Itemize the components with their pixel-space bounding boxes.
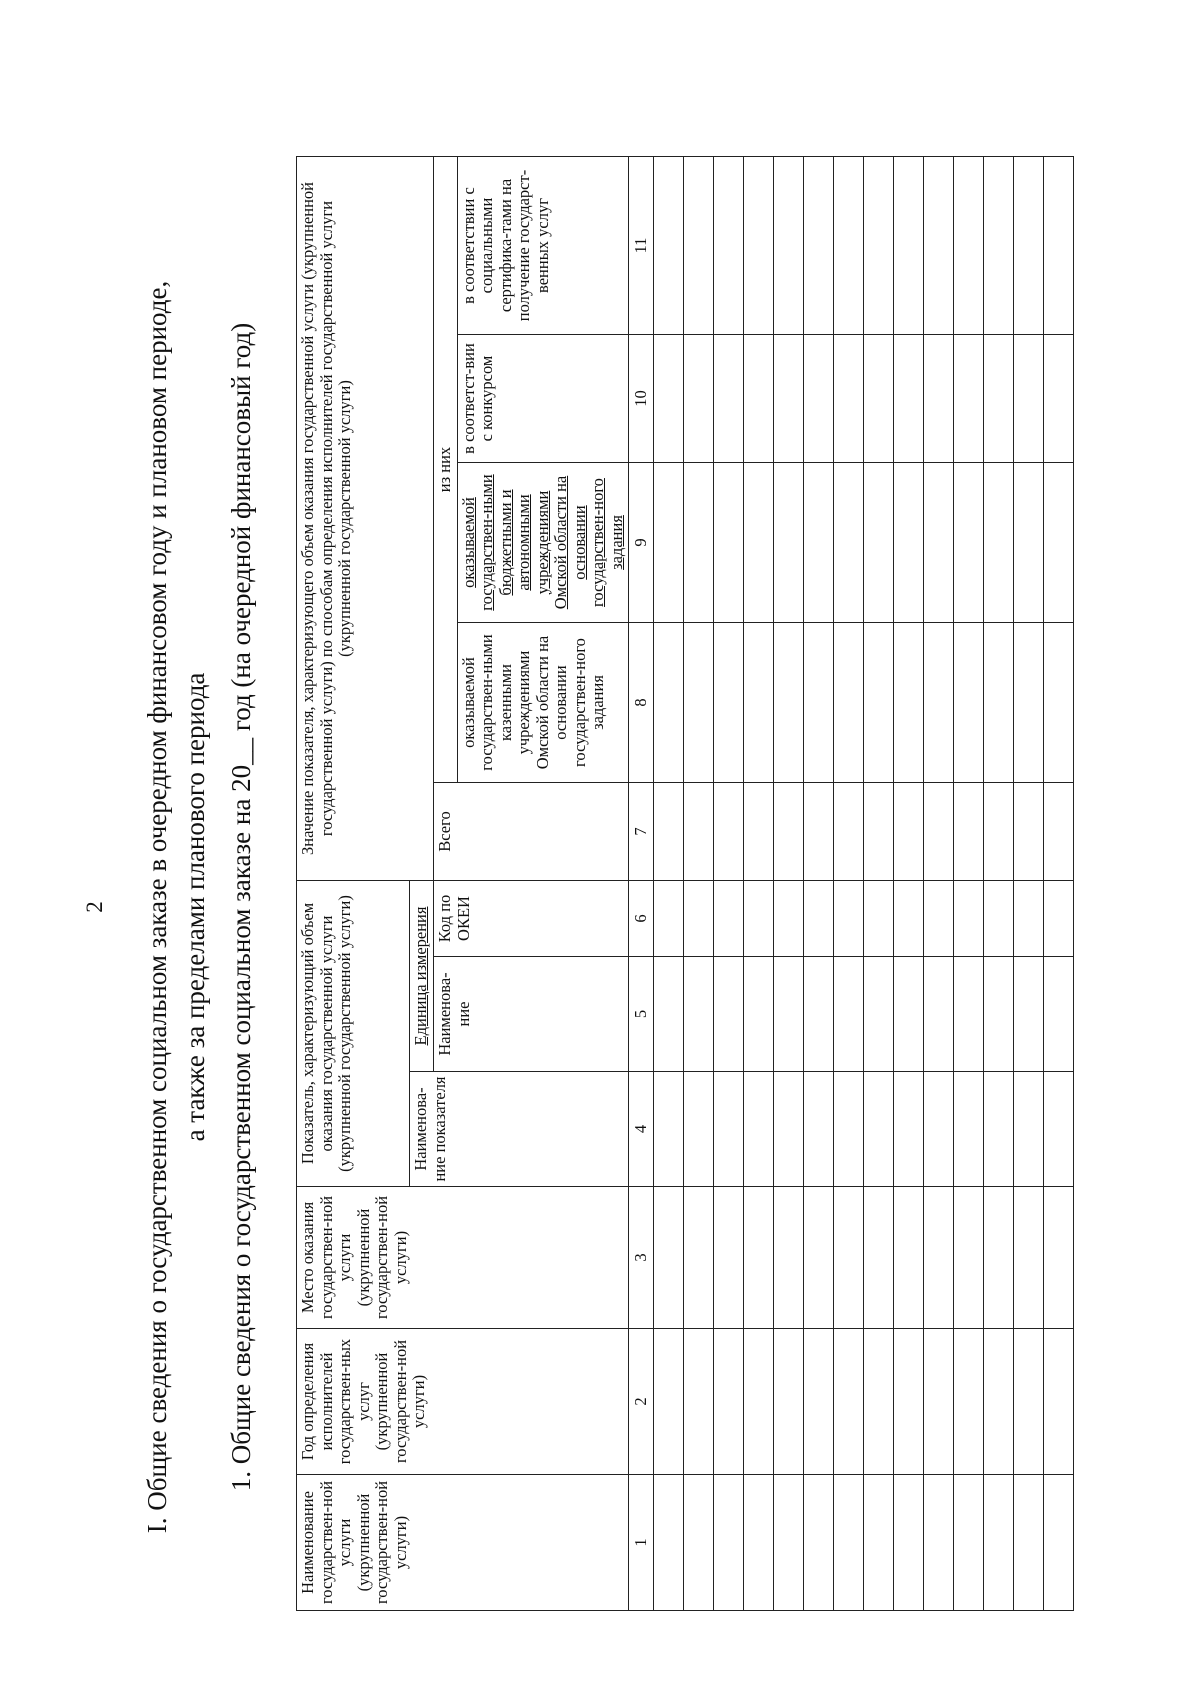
table-cell bbox=[774, 335, 804, 463]
table-row bbox=[1044, 157, 1074, 1611]
table-cell bbox=[924, 157, 954, 335]
table-cell bbox=[654, 1072, 684, 1187]
table-cell bbox=[684, 1329, 714, 1475]
table-cell bbox=[924, 1475, 954, 1611]
table-cell bbox=[924, 335, 954, 463]
table-cell bbox=[1014, 881, 1044, 957]
column-number: 8 bbox=[629, 623, 654, 783]
table-cell bbox=[654, 881, 684, 957]
page-number: 2 bbox=[82, 901, 107, 913]
header-col6: Код по ОКЕИ bbox=[434, 881, 629, 957]
social-order-table bbox=[296, 156, 1074, 1611]
table-cell bbox=[834, 1329, 864, 1475]
column-number: 6 bbox=[629, 881, 654, 957]
header-unit-group: Единица измерения bbox=[410, 881, 434, 1072]
header-col10: в соответст-вии с конкурсом bbox=[457, 335, 629, 463]
table-cell bbox=[864, 1072, 894, 1187]
header-col2: Год определения исполнителей государствен-ных услуг (укрупненной государствен-ной услуги) bbox=[297, 1329, 629, 1475]
header-col4: Наименова-ние показателя bbox=[410, 1072, 629, 1187]
table-cell bbox=[834, 1187, 864, 1329]
table-cell bbox=[864, 1475, 894, 1611]
table-cell bbox=[714, 1329, 744, 1475]
table-cell bbox=[864, 463, 894, 623]
table-cell bbox=[684, 623, 714, 783]
table-cell bbox=[864, 783, 894, 881]
table-row bbox=[864, 157, 894, 1611]
table-cell bbox=[744, 1475, 774, 1611]
table-cell bbox=[894, 881, 924, 957]
table-cell bbox=[834, 623, 864, 783]
table-cell bbox=[804, 335, 834, 463]
table-cell bbox=[834, 157, 864, 335]
table-cell bbox=[714, 1072, 744, 1187]
table-row bbox=[744, 157, 774, 1611]
table-cell bbox=[954, 157, 984, 335]
table-cell bbox=[804, 957, 834, 1072]
table-cell bbox=[1014, 157, 1044, 335]
table-cell bbox=[684, 335, 714, 463]
header-col8: оказываемой государствен-ными казенными учреждениями Омской области на основании государствен-ного задания bbox=[457, 623, 629, 783]
table-cell bbox=[1044, 957, 1074, 1072]
table-cell bbox=[1014, 335, 1044, 463]
table-row bbox=[894, 157, 924, 1611]
table-cell bbox=[1044, 623, 1074, 783]
table-cell bbox=[804, 157, 834, 335]
table-cell bbox=[984, 881, 1014, 957]
table-cell bbox=[894, 1187, 924, 1329]
table-row bbox=[1014, 157, 1044, 1611]
table-cell bbox=[864, 957, 894, 1072]
column-number: 5 bbox=[629, 957, 654, 1072]
table-cell bbox=[894, 783, 924, 881]
table-cell bbox=[954, 1072, 984, 1187]
table-cell bbox=[954, 463, 984, 623]
table-cell bbox=[744, 1329, 774, 1475]
table-cell bbox=[834, 1475, 864, 1611]
table-cell bbox=[684, 957, 714, 1072]
header-value-group: Значение показателя, характеризующего объем оказания государственной услуги (укрупненной государственной услуги) по способам определения исполнителей государственной услуги (укрупненной государственной услуги) bbox=[297, 157, 434, 881]
table-cell bbox=[804, 783, 834, 881]
table-row bbox=[684, 157, 714, 1611]
table-cell bbox=[894, 957, 924, 1072]
table-cell bbox=[684, 463, 714, 623]
table-cell bbox=[984, 157, 1014, 335]
table-cell bbox=[684, 1187, 714, 1329]
header-col7: Всего bbox=[434, 783, 629, 881]
table-cell bbox=[684, 157, 714, 335]
table-cell bbox=[924, 623, 954, 783]
table-cell bbox=[1014, 623, 1044, 783]
table-cell bbox=[804, 1329, 834, 1475]
table-cell bbox=[654, 463, 684, 623]
table-cell bbox=[774, 623, 804, 783]
table-cell bbox=[954, 335, 984, 463]
table-cell bbox=[744, 623, 774, 783]
table-cell bbox=[804, 623, 834, 783]
table-cell bbox=[894, 623, 924, 783]
table-cell bbox=[834, 881, 864, 957]
table-cell bbox=[894, 335, 924, 463]
table-cell bbox=[1044, 1329, 1074, 1475]
table-cell bbox=[714, 1475, 744, 1611]
table-cell bbox=[714, 881, 744, 957]
section-title-line2: а также за пределами планового периода bbox=[180, 672, 210, 1142]
table-cell bbox=[654, 335, 684, 463]
header-col5: Наименова-ние bbox=[434, 957, 629, 1072]
table-cell bbox=[714, 157, 744, 335]
table-cell bbox=[714, 1187, 744, 1329]
column-number: 1 bbox=[629, 1475, 654, 1611]
subsection-title: 1. Общие сведения о государственном социальном заказе на 20__ год (на очередной финансовый год) bbox=[226, 322, 256, 1492]
table-cell bbox=[984, 463, 1014, 623]
table-cell bbox=[714, 463, 744, 623]
column-number: 2 bbox=[629, 1329, 654, 1475]
table-cell bbox=[864, 623, 894, 783]
column-number: 7 bbox=[629, 783, 654, 881]
table-cell bbox=[804, 881, 834, 957]
table-cell bbox=[864, 881, 894, 957]
table-cell bbox=[774, 157, 804, 335]
table-cell bbox=[1044, 881, 1074, 957]
table-cell bbox=[1014, 1475, 1044, 1611]
table-cell bbox=[774, 1475, 804, 1611]
table-cell bbox=[714, 957, 744, 1072]
table-cell bbox=[744, 1187, 774, 1329]
table-row bbox=[804, 157, 834, 1611]
table-cell bbox=[774, 1329, 804, 1475]
table-cell bbox=[894, 1475, 924, 1611]
table-cell bbox=[804, 1475, 834, 1611]
table-cell bbox=[774, 783, 804, 881]
table-cell bbox=[894, 463, 924, 623]
table-cell bbox=[1014, 463, 1044, 623]
header-col9: оказываемой государствен-ными бюджетными и автономными учреждениями Омской области на основании государствен-ного задания bbox=[457, 463, 629, 623]
table-cell bbox=[984, 957, 1014, 1072]
table-cell bbox=[774, 1187, 804, 1329]
table-cell bbox=[654, 157, 684, 335]
table-row bbox=[774, 157, 804, 1611]
table-cell bbox=[984, 1475, 1014, 1611]
table-cell bbox=[714, 335, 744, 463]
table-cell bbox=[864, 1187, 894, 1329]
header-col3: Место оказания государствен-ной услуги (укрупненной государствен-ной услуги) bbox=[297, 1187, 629, 1329]
table-cell bbox=[954, 1187, 984, 1329]
header-indicator-group: Показатель, характеризующий объем оказания государственной услуги (укрупненной государственной услуги) bbox=[297, 881, 410, 1187]
table-cell bbox=[924, 463, 954, 623]
table-cell bbox=[984, 1329, 1014, 1475]
table-cell bbox=[1044, 157, 1074, 335]
table-cell bbox=[924, 881, 954, 957]
table-cell bbox=[654, 957, 684, 1072]
table-row bbox=[954, 157, 984, 1611]
table-cell bbox=[1044, 1187, 1074, 1329]
table-cell bbox=[774, 957, 804, 1072]
table-cell bbox=[1014, 783, 1044, 881]
table-cell bbox=[924, 957, 954, 1072]
table-cell bbox=[984, 335, 1014, 463]
header-col1: Наименование государствен-ной услуги (укрупненной государствен-ной услуги) bbox=[297, 1475, 629, 1611]
column-number: 3 bbox=[629, 1187, 654, 1329]
table-cell bbox=[864, 335, 894, 463]
column-number: 9 bbox=[629, 463, 654, 623]
table-cell bbox=[804, 1072, 834, 1187]
header-col11: в соответствии с социальными сертифика-тами на получение государст-венных услуг bbox=[457, 157, 629, 335]
table-cell bbox=[1014, 1329, 1044, 1475]
table-cell bbox=[954, 881, 984, 957]
header-of-which: из них bbox=[434, 157, 458, 783]
section-title bbox=[138, 117, 214, 1697]
table-cell bbox=[744, 1072, 774, 1187]
table-cell bbox=[834, 463, 864, 623]
section-title-line1: I. Общие сведения о государственном социальном заказе в очередном финансовом году и плановом периоде, bbox=[142, 280, 172, 1534]
table-cell bbox=[714, 783, 744, 881]
column-number: 4 bbox=[629, 1072, 654, 1187]
table-cell bbox=[954, 957, 984, 1072]
table-row bbox=[924, 157, 954, 1611]
table-cell bbox=[984, 623, 1014, 783]
column-numbers-row bbox=[629, 157, 654, 1611]
table-cell bbox=[654, 1475, 684, 1611]
table-cell bbox=[744, 157, 774, 335]
table-cell bbox=[834, 1072, 864, 1187]
table-cell bbox=[894, 1329, 924, 1475]
table-cell bbox=[864, 157, 894, 335]
table-cell bbox=[954, 623, 984, 783]
column-number: 11 bbox=[629, 157, 654, 335]
table-cell bbox=[1044, 1072, 1074, 1187]
table-row bbox=[984, 157, 1014, 1611]
table-cell bbox=[654, 1329, 684, 1475]
table-cell bbox=[744, 783, 774, 881]
table-row bbox=[654, 157, 684, 1611]
table-cell bbox=[684, 783, 714, 881]
table-cell bbox=[834, 783, 864, 881]
table-cell bbox=[924, 783, 954, 881]
table-cell bbox=[744, 957, 774, 1072]
table-cell bbox=[954, 1329, 984, 1475]
table-cell bbox=[654, 1187, 684, 1329]
table-cell bbox=[654, 783, 684, 881]
header-row-1 bbox=[297, 157, 410, 1611]
table-cell bbox=[714, 623, 744, 783]
column-number: 10 bbox=[629, 335, 654, 463]
table-cell bbox=[924, 1072, 954, 1187]
table-cell bbox=[924, 1329, 954, 1475]
table-cell bbox=[1014, 1187, 1044, 1329]
table-cell bbox=[924, 1187, 954, 1329]
table-cell bbox=[654, 623, 684, 783]
table-cell bbox=[984, 1072, 1014, 1187]
table-cell bbox=[774, 1072, 804, 1187]
table-cell bbox=[1044, 783, 1074, 881]
table-cell bbox=[1044, 1475, 1074, 1611]
table-cell bbox=[804, 1187, 834, 1329]
table-cell bbox=[864, 1329, 894, 1475]
table-cell bbox=[804, 463, 834, 623]
table-cell bbox=[1014, 1072, 1044, 1187]
table-row bbox=[834, 157, 864, 1611]
table-cell bbox=[894, 1072, 924, 1187]
table-cell bbox=[684, 881, 714, 957]
table-cell bbox=[1044, 335, 1074, 463]
table-cell bbox=[1014, 957, 1044, 1072]
table-cell bbox=[984, 1187, 1014, 1329]
table-cell bbox=[744, 881, 774, 957]
table-cell bbox=[744, 335, 774, 463]
table-cell bbox=[834, 957, 864, 1072]
table-cell bbox=[954, 783, 984, 881]
table-cell bbox=[774, 881, 804, 957]
table-cell bbox=[744, 463, 774, 623]
table-cell bbox=[834, 335, 864, 463]
table-cell bbox=[684, 1072, 714, 1187]
table-cell bbox=[984, 783, 1014, 881]
table-cell bbox=[684, 1475, 714, 1611]
table-cell bbox=[1044, 463, 1074, 623]
table-row bbox=[714, 157, 744, 1611]
table-cell bbox=[774, 463, 804, 623]
table-cell bbox=[954, 1475, 984, 1611]
table-cell bbox=[894, 157, 924, 335]
